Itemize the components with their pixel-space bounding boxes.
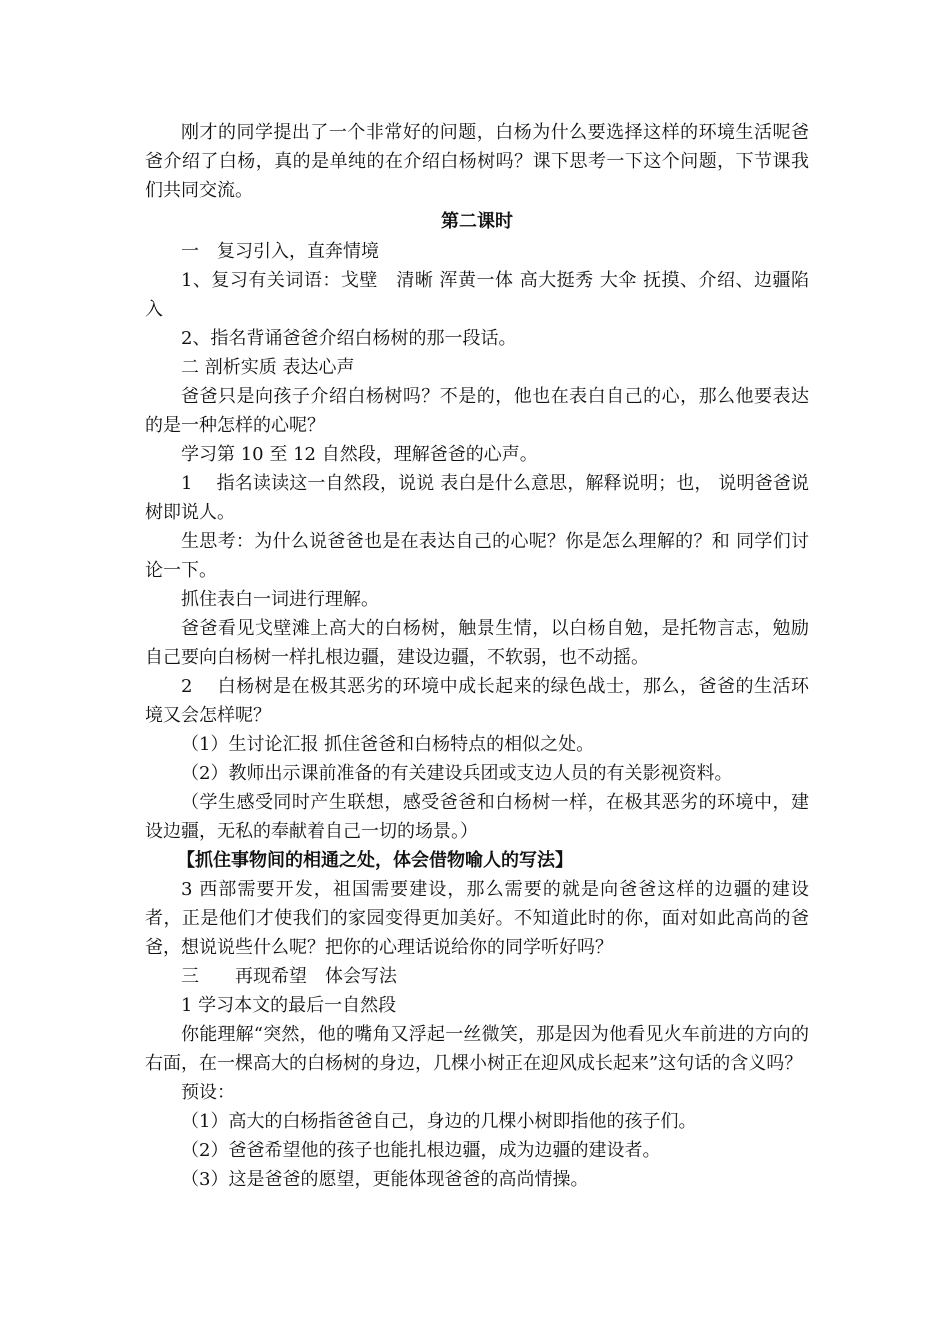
- paragraph-preset: 预设：: [181, 1082, 235, 1103]
- paragraph-grasp: 抓住表白一词进行理解。: [181, 589, 379, 610]
- section-heading-3: 三 再现希望 体会写法: [181, 966, 397, 987]
- section-title: 第二课时: [441, 211, 513, 232]
- paragraph-item-3: 3 西部需要开发，祖国需要建设，那么需要的就是向爸爸这样的边疆的建设者，正是他们才使我们的家园变得更加美好。不知道此时的你，面对如此高尚的爸爸，想说说些什么呢？把你的心理话说给你的同学听好吗？: [145, 879, 809, 958]
- paragraph-sub-2: （2）教师出示课前准备的有关建设兵团或支边人员的有关影视资料。: [181, 763, 733, 784]
- paragraph-item-1: 1 指名读读这一自然段，说说 表白是什么意思，解释说明；也， 说明爸爸说树即说人。: [145, 473, 809, 523]
- paragraph-last-study: 1 学习本文的最后一自然段: [181, 995, 397, 1016]
- paragraph-item-2: 2 白杨树是在极其恶劣的环境中成长起来的绿色战士，那么，爸爸的生活环境又会怎样呢？: [145, 676, 809, 726]
- paragraph-preset-2: （2）爸爸希望他的孩子也能扎根边疆，成为边疆的建设者。: [181, 1140, 661, 1161]
- paragraph-recite: 2、指名背诵爸爸介绍白杨树的那一段话。: [181, 328, 517, 349]
- paragraph-preset-1: （1）高大的白杨指爸爸自己，身边的几棵小树即指他的孩子们。: [181, 1111, 697, 1132]
- paragraph-review-words: 1、复习有关词语：戈壁 清晰 浑黄一体 高大挺秀 大伞 抚摸、介绍、边疆陷入: [145, 270, 809, 320]
- paragraph-question: 爸爸只是向孩子介绍白杨树吗？不是的，他也在表白自己的心，那么他要表达的是一种怎样的心呢？: [145, 386, 809, 436]
- section-heading-2: 二 剖析实质 表达心声: [181, 357, 355, 378]
- paragraph-note: （学生感受同时产生联想，感受爸爸和白杨树一样，在极其恶劣的环境中，建设边疆，无私的奉献着自己一切的场景。）: [145, 792, 809, 842]
- paragraph-understand: 你能理解“突然，他的嘴角又浮起一丝微笑，那是因为他看见火车前进的方向的右面，在一棵高大的白杨树的身边，几棵小树正在迎风成长起来”这句话的含义吗？: [145, 1024, 809, 1074]
- intro-paragraph: 刚才的同学提出了一个非常好的问题，白杨为什么要选择这样的环境生活呢爸爸介绍了白杨，真的是单纯的在介绍白杨树吗？课下思考一下这个问题，下节课我们共同交流。: [145, 122, 809, 201]
- paragraph-preset-3: （3）这是爸爸的愿望，更能体现爸爸的高尚情操。: [181, 1169, 589, 1190]
- paragraph-explain: 爸爸看见戈壁滩上高大的白杨树，触景生情，以白杨自勉，是托物言志，勉励自己要向白杨树一样扎根边疆，建设边疆，不软弱，也不动摇。: [145, 618, 809, 668]
- paragraph-sub-1: （1）生讨论汇报 抓住爸爸和白杨特点的相似之处。: [181, 734, 595, 755]
- paragraph-method-heading: 【抓住事物间的相通之处，体会借物喻人的写法】: [177, 850, 573, 871]
- document-body: [145, 118, 809, 1194]
- section-heading-1: 一 复习引入，直奔情境: [181, 241, 379, 262]
- paragraph-think: 生思考：为什么说爸爸也是在表达自己的心呢？你是怎么理解的？和 同学们讨论一下。: [145, 531, 809, 581]
- paragraph-study: 学习第 10 至 12 自然段，理解爸爸的心声。: [181, 444, 538, 465]
